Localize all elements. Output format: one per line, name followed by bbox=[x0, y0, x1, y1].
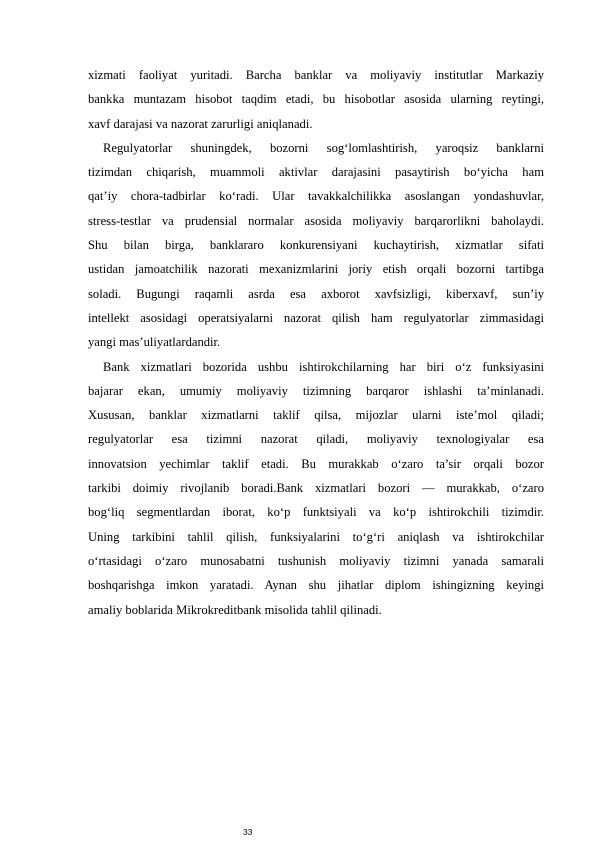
paragraph-3-line-11: amaliy boblarida Mikrokreditbank misolida tahlil qilinadi. bbox=[88, 602, 382, 617]
paragraph-2-line-3: qat’iy chora-tadbirlar ko‘radi. Ular tavakkalchilikka asoslangan yondashuvlar, bbox=[88, 189, 544, 204]
paragraph-2-line-6: ustidan jamoatchilik nazorati mexanizmlarini joriy etish orqali bozorni tartibga bbox=[88, 262, 544, 277]
paragraph-3-line-6: tarkibi doimiy rivojlanib boradi.Bank xizmatlari bozori — murakkab, o‘zaro bbox=[88, 481, 544, 496]
paragraph-3-line-10: boshqarishga imkon yaratadi. Aynan shu jihatlar diplom ishingizning keyingi bbox=[88, 578, 544, 593]
body-text bbox=[88, 63, 544, 622]
paragraph-3-line-5: innovatsion yechimlar taklif etadi. Bu murakkab o‘zaro ta’sir orqali bozor bbox=[88, 456, 544, 471]
paragraph-2-line-7: soladi. Bugungi raqamli asrda esa axborot xavfsizligi, kiberxavf, sun’iy bbox=[88, 286, 544, 301]
paragraph-3-line-1: Bank xizmatlari bozorida ushbu ishtirokchilarning har biri o‘z funksiyasini bbox=[103, 359, 544, 374]
paragraph-3-line-8: Uning tarkibini tahlil qilish, funksiyalarini to‘g‘ri aniqlash va ishtirokchilar bbox=[88, 529, 544, 544]
paragraph-1-line-1: xizmati faoliyat yuritadi. Barcha banklar va moliyaviy institutlar Markaziy bbox=[88, 68, 544, 82]
paragraph-2-line-2: tizimdan chiqarish, muammoli aktivlar darajasini pasaytirish bo‘yicha ham bbox=[88, 165, 544, 180]
paragraph-2-line-5: Shu bilan birga, banklararo konkurensiyani kuchaytirish, xizmatlar sifati bbox=[88, 238, 544, 253]
paragraph-3-line-3: Xususan, banklar xizmatlarni taklif qilsa, mijozlar ularni iste’mol qiladi; bbox=[88, 408, 544, 423]
paragraph-3-line-7: bog‘liq segmentlardan iborat, ko‘p funktsiyali va ko‘p ishtirokchili tizimdir. bbox=[88, 505, 544, 520]
paragraph-1-line-3: xavf darajasi va nazorat zarurligi aniqlanadi. bbox=[88, 116, 313, 131]
paragraph-3-line-4: regulyatorlar esa tizimni nazorat qiladi, moliyaviy texnologiyalar esa bbox=[88, 432, 544, 447]
page-number: 33 bbox=[243, 827, 253, 837]
paragraph-2-line-1: Regulyatorlar shuningdek, bozorni sog‘lomlashtirish, yaroqsiz banklarni bbox=[103, 140, 544, 155]
paragraph-2-line-8: intellekt asosidagi operatsiyalarni nazorat qilish ham regulyatorlar zimmasidagi bbox=[88, 310, 544, 325]
paragraph-2-line-9: yangi mas’uliyatlardandir. bbox=[88, 335, 221, 350]
paragraph-1-line-2: bankka muntazam hisobot taqdim etadi, bu hisobotlar asosida ularning reytingi, bbox=[88, 92, 544, 107]
paragraph-3-line-2: bajarar ekan, umumiy moliyaviy tizimning barqaror ishlashi ta’minlanadi. bbox=[88, 383, 544, 398]
paragraph-3-line-9: o‘rtasidagi o‘zaro munosabatni tushunish moliyaviy tizimni yanada samarali bbox=[88, 553, 544, 568]
paragraph-2-line-4: stress-testlar va prudensial normalar asosida moliyaviy barqarorlikni baholaydi. bbox=[88, 213, 544, 228]
